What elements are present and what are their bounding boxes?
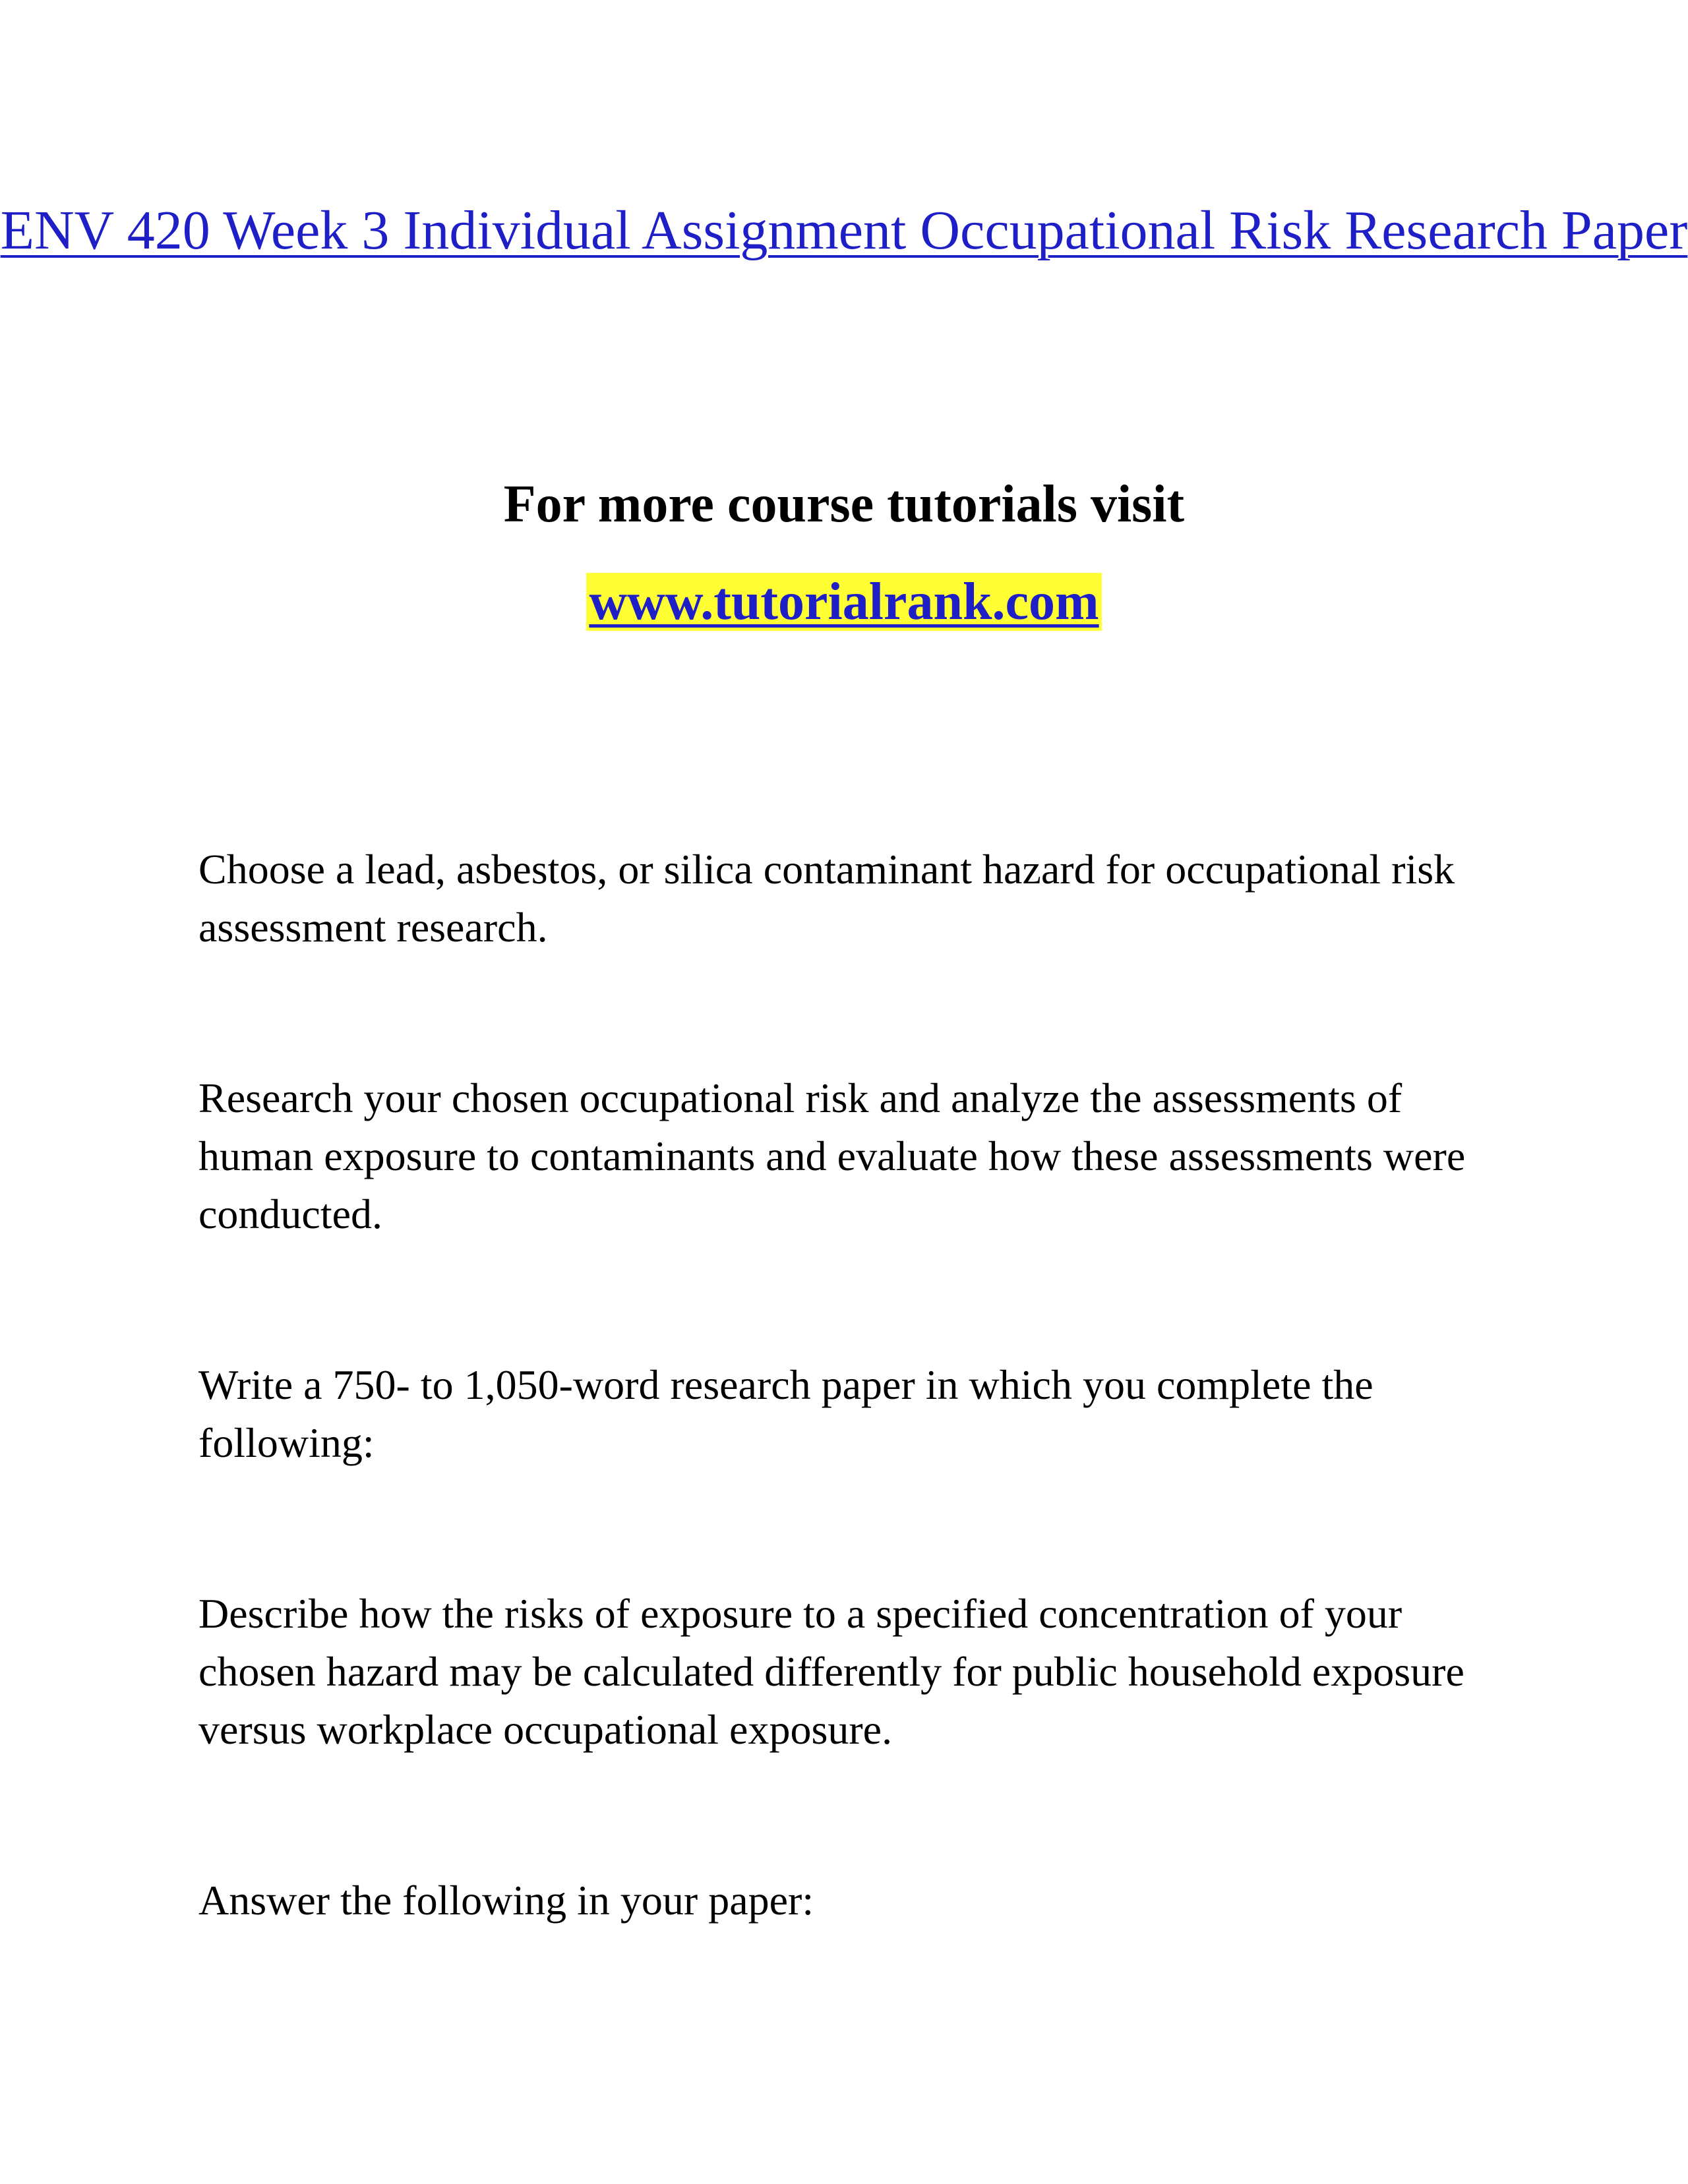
paragraph-describe-risks: Describe how the risks of exposure to a specified concentration of your chosen hazard may be calculated differently for public household exposure versus workplace occupational exposure. (198, 1590, 1464, 1753)
paragraph-research-risk: Research your chosen occupational risk and analyze the assessments of human exposure to contaminants and evaluate how these assessments were conducted. (198, 1075, 1466, 1237)
paragraph-choose-hazard: Choose a lead, asbestos, or silica contaminant hazard for occupational risk assessment research. (198, 846, 1455, 951)
title-link[interactable]: ENV 420 Week 3 Individual Assignment Occupational Risk Research Paper (0, 200, 1688, 261)
document-title (0, 194, 1688, 267)
paragraph-write-paper: Write a 750- to 1,050-word research paper in which you complete the following: (198, 1361, 1373, 1466)
paragraph-answer-following: Answer the following in your paper: (198, 1877, 814, 1924)
website-link[interactable]: www.tutorialrank.com (586, 573, 1101, 631)
promo-text: For more course tutorials visit (503, 475, 1185, 533)
website-line (0, 570, 1688, 634)
